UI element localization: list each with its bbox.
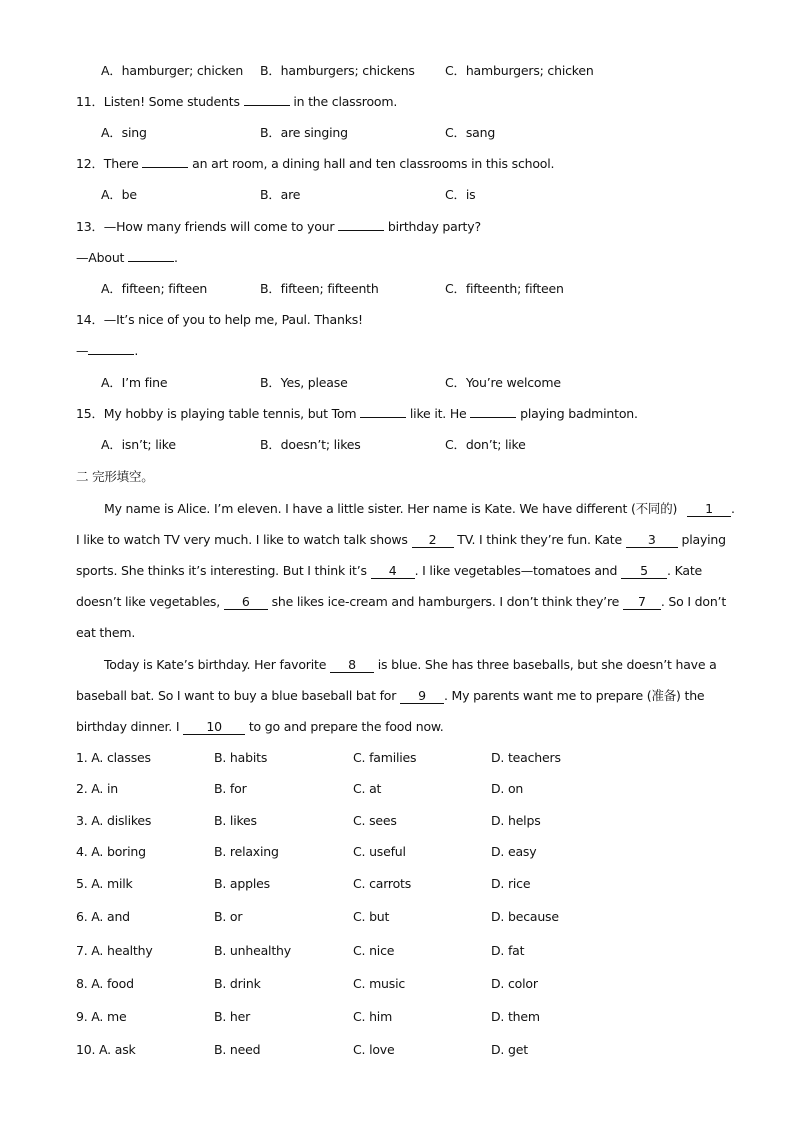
passage-text: sports. She thinks it’s interesting. But I think it’s	[76, 563, 371, 578]
cloze-5-option-a: 5. A. milk	[76, 876, 133, 891]
section-heading: 二 完形填空。	[76, 469, 154, 484]
cloze-10-option-b: B. need	[214, 1042, 261, 1057]
cloze-1-option-a: 1. A. classes	[76, 750, 151, 765]
q14-option-a: A．I’m fine	[101, 375, 168, 390]
cloze-10-option-d: D. get	[491, 1042, 528, 1057]
cloze-5-option-b: B. apples	[214, 876, 270, 891]
cloze-blank-7: 7	[623, 595, 661, 610]
cloze-4-option-a: 4. A. boring	[76, 844, 146, 859]
q11-option-a: A．sing	[101, 125, 147, 140]
cloze-1-option-c: C. families	[353, 750, 417, 765]
q12-stem	[76, 156, 554, 172]
passage-p1-line4	[76, 594, 727, 610]
cloze-blank-1: 1	[687, 502, 731, 517]
cloze-2-option-b: B. for	[214, 781, 247, 796]
passage-text: My name is Alice. I’m eleven. I have a little sister. Her name is Kate. We have different (不同的)	[104, 501, 681, 516]
cloze-4-option-d: D. easy	[491, 844, 537, 859]
q13-line2	[76, 250, 178, 266]
cloze-7-option-c: C. nice	[353, 943, 395, 958]
passage-text: she likes ice-cream and hamburgers. I don’t think they’re	[267, 594, 623, 609]
cloze-10-option-a: 10. A. ask	[76, 1042, 136, 1057]
cloze-blank-5: 5	[621, 564, 667, 579]
q13-blank-1	[338, 219, 384, 231]
q11-stem-post: in the classroom.	[289, 94, 398, 109]
cloze-9-option-d: D. them	[491, 1009, 540, 1024]
cloze-blank-3: 3	[626, 533, 678, 548]
q14-line2-pre: —	[76, 343, 89, 358]
cloze-2-option-c: C. at	[353, 781, 382, 796]
passage-text: is blue. She has three baseballs, but she doesn’t have a	[373, 657, 717, 672]
q11-option-c: C．sang	[445, 125, 496, 140]
cloze-6-option-d: D. because	[491, 909, 559, 924]
q10-option-b: B．hamburgers; chickens	[260, 63, 415, 78]
q14-blank	[88, 343, 134, 355]
cloze-8-option-a: 8. A. food	[76, 976, 134, 991]
cloze-blank-6: 6	[224, 595, 268, 610]
passage-text: baseball bat. So I want to buy a blue baseball bat for	[76, 688, 400, 703]
cloze-10-option-c: C. love	[353, 1042, 395, 1057]
cloze-3-option-b: B. likes	[214, 813, 257, 828]
cloze-6-option-a: 6. A. and	[76, 909, 130, 924]
passage-text: . So I don’t	[660, 594, 727, 609]
q13-option-a: A．fifteen; fifteen	[101, 281, 208, 296]
passage-text: Today is Kate’s birthday. Her favorite	[104, 657, 330, 672]
cloze-5-option-c: C. carrots	[353, 876, 412, 891]
q15-option-b: B．doesn’t; likes	[260, 437, 361, 452]
q12-blank	[142, 156, 188, 168]
q13-stem	[76, 219, 481, 235]
q13-option-b: B．fifteen; fifteenth	[260, 281, 379, 296]
q14-option-b: B．Yes, please	[260, 375, 348, 390]
passage-text: . I like vegetables—tomatoes and	[414, 563, 622, 578]
cloze-blank-9: 9	[400, 689, 444, 704]
passage-text: TV. I think they’re fun. Kate	[453, 532, 626, 547]
q14-line2	[76, 343, 138, 359]
passage-text: . My parents want me to prepare (准备) the	[443, 688, 705, 703]
cloze-2-option-a: 2. A. in	[76, 781, 118, 796]
cloze-1-option-b: B. habits	[214, 750, 268, 765]
q11-option-b: B．are singing	[260, 125, 348, 140]
cloze-blank-2: 2	[412, 533, 454, 548]
q12-stem-post: an art room, a dining hall and ten classrooms in this school.	[188, 156, 555, 171]
q15-option-c: C．don’t; like	[445, 437, 526, 452]
q13-stem-post: birthday party?	[384, 219, 481, 234]
q14-stem: 14．—It’s nice of you to help me, Paul. Thanks!	[76, 312, 363, 327]
q13-line2-post: .	[174, 250, 178, 265]
cloze-3-option-a: 3. A. dislikes	[76, 813, 152, 828]
q15-stem-post: playing badminton.	[516, 406, 638, 421]
cloze-7-option-a: 7. A. healthy	[76, 943, 153, 958]
q10-option-a: A．hamburger; chicken	[101, 63, 244, 78]
passage-text: doesn’t like vegetables,	[76, 594, 224, 609]
cloze-blank-10: 10	[183, 720, 245, 735]
cloze-4-option-b: B. relaxing	[214, 844, 279, 859]
passage-text: .	[731, 501, 735, 516]
cloze-5-option-d: D. rice	[491, 876, 531, 891]
cloze-8-option-c: C. music	[353, 976, 406, 991]
q11-stem-pre: 11．Listen! Some students	[76, 94, 244, 109]
q12-option-c: C．is	[445, 187, 476, 202]
cloze-8-option-b: B. drink	[214, 976, 261, 991]
passage-text: playing	[677, 532, 726, 547]
passage-text: . Kate	[667, 563, 703, 578]
q15-stem-pre: 15．My hobby is playing table tennis, but Tom	[76, 406, 361, 421]
passage-p1-line1	[104, 501, 746, 517]
passage-p2-line2	[76, 688, 718, 704]
passage-p2-line1	[104, 657, 746, 673]
passage-p2-line3	[76, 719, 718, 735]
q12-option-a: A．be	[101, 187, 137, 202]
passage-p1-line2	[76, 532, 726, 548]
q10-option-c: C．hamburgers; chicken	[445, 63, 594, 78]
q13-blank-2	[128, 250, 174, 262]
passage-text: I like to watch TV very much. I like to watch talk shows	[76, 532, 412, 547]
passage-text: to go and prepare the food now.	[245, 719, 444, 734]
cloze-2-option-d: D. on	[491, 781, 524, 796]
cloze-9-option-b: B. her	[214, 1009, 251, 1024]
passage-p1-line3	[76, 563, 718, 579]
cloze-blank-8: 8	[330, 658, 374, 673]
cloze-7-option-b: B. unhealthy	[214, 943, 291, 958]
q13-line2-pre: —About	[76, 250, 129, 265]
cloze-3-option-d: D. helps	[491, 813, 541, 828]
cloze-4-option-c: C. useful	[353, 844, 406, 859]
cloze-6-option-b: B. or	[214, 909, 243, 924]
q12-option-b: B．are	[260, 187, 301, 202]
q15-blank-2	[470, 406, 516, 418]
q12-stem-pre: 12．There	[76, 156, 143, 171]
q13-stem-pre: 13．—How many friends will come to your	[76, 219, 339, 234]
cloze-1-option-d: D. teachers	[491, 750, 561, 765]
q11-blank	[244, 94, 290, 106]
cloze-9-option-c: C. him	[353, 1009, 393, 1024]
passage-text: birthday dinner. I	[76, 719, 184, 734]
cloze-7-option-d: D. fat	[491, 943, 525, 958]
cloze-6-option-c: C. but	[353, 909, 390, 924]
q14-line2-post: .	[134, 343, 139, 358]
cloze-3-option-c: C. sees	[353, 813, 397, 828]
q14-option-c: C．You’re welcome	[445, 375, 561, 390]
q15-stem	[76, 406, 638, 422]
q15-blank-1	[360, 406, 406, 418]
passage-p1-line5: eat them.	[76, 625, 136, 640]
q15-option-a: A．isn’t; like	[101, 437, 176, 452]
cloze-blank-4: 4	[371, 564, 415, 579]
cloze-9-option-a: 9. A. me	[76, 1009, 127, 1024]
q13-option-c: C．fifteenth; fifteen	[445, 281, 564, 296]
q11-stem	[76, 94, 397, 110]
cloze-8-option-d: D. color	[491, 976, 538, 991]
q15-stem-mid: like it. He	[406, 406, 471, 421]
